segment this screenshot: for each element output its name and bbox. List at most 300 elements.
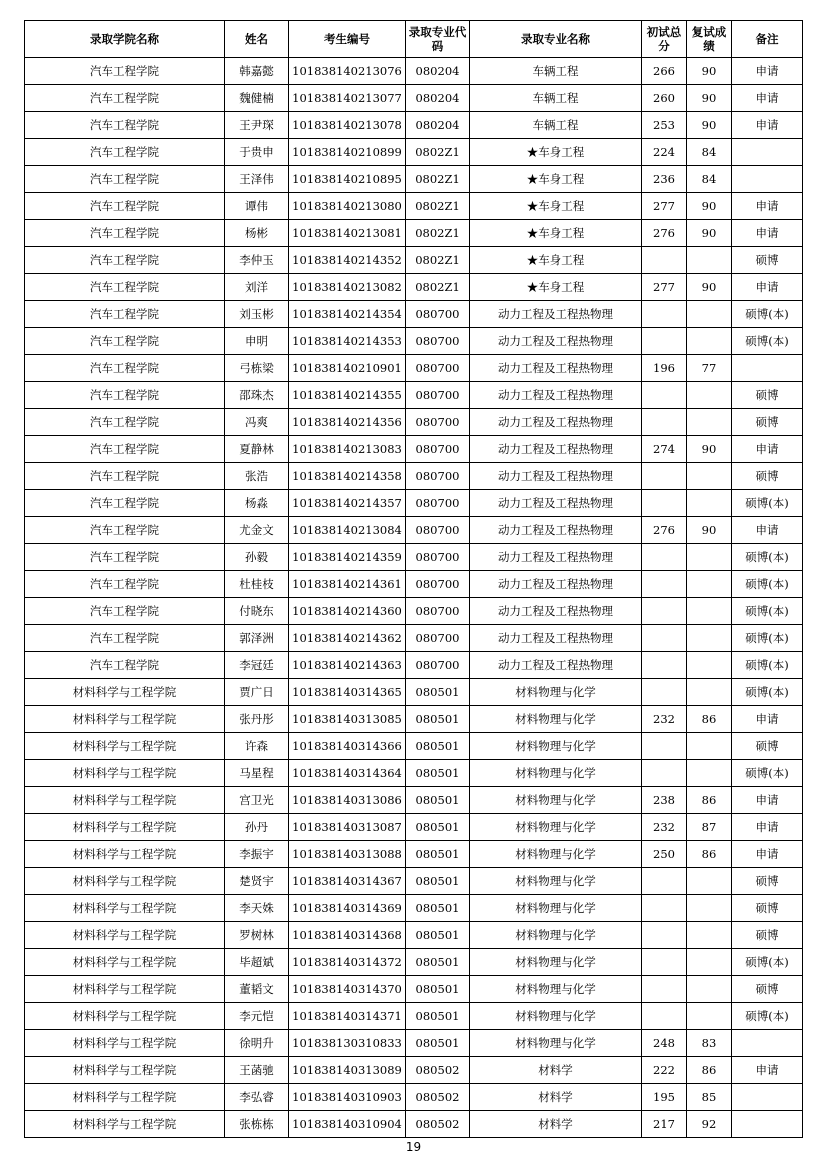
cell-name: 魏健楠 [225, 85, 289, 112]
cell-major-code: 080204 [406, 58, 470, 85]
cell-prelim-score: 277 [642, 274, 687, 301]
cell-major-code: 080502 [406, 1111, 470, 1138]
cell-candidate-id: 101838140314364 [289, 760, 406, 787]
header-prelim-score: 初试总分 [642, 21, 687, 58]
cell-retest-score: 92 [687, 1111, 732, 1138]
cell-major-name: 材料物理与化学 [470, 949, 642, 976]
page-number: 19 [405, 1140, 422, 1154]
cell-note: 申请 [732, 841, 803, 868]
table-row [25, 112, 803, 139]
cell-college: 汽车工程学院 [25, 301, 225, 328]
cell-name: 董韬文 [225, 976, 289, 1003]
table-header [25, 21, 803, 58]
cell-retest-score: 90 [687, 193, 732, 220]
cell-note: 申请 [732, 517, 803, 544]
cell-name: 宫卫光 [225, 787, 289, 814]
cell-major-name: 材料物理与化学 [470, 1003, 642, 1030]
cell-college: 材料科学与工程学院 [25, 679, 225, 706]
cell-major-code: 080501 [406, 706, 470, 733]
cell-note: 硕博(本) [732, 1003, 803, 1030]
cell-major-name: 材料物理与化学 [470, 1030, 642, 1057]
cell-major-name: 材料物理与化学 [470, 814, 642, 841]
cell-major-code: 0802Z1 [406, 220, 470, 247]
cell-note [732, 1084, 803, 1111]
cell-note: 申请 [732, 1057, 803, 1084]
cell-retest-score [687, 922, 732, 949]
cell-prelim-score: 253 [642, 112, 687, 139]
header-retest-score: 复试成绩 [687, 21, 732, 58]
cell-college: 材料科学与工程学院 [25, 895, 225, 922]
cell-note: 申请 [732, 274, 803, 301]
cell-note: 申请 [732, 706, 803, 733]
cell-note: 申请 [732, 58, 803, 85]
cell-name: 王尹琛 [225, 112, 289, 139]
cell-prelim-score [642, 760, 687, 787]
cell-candidate-id: 101838140314370 [289, 976, 406, 1003]
cell-retest-score [687, 976, 732, 1003]
cell-retest-score: 86 [687, 706, 732, 733]
table-row [25, 58, 803, 85]
table-body [25, 58, 803, 1138]
cell-candidate-id: 101838140213076 [289, 58, 406, 85]
table-row [25, 463, 803, 490]
cell-note: 硕博 [732, 733, 803, 760]
cell-candidate-id: 101838140313089 [289, 1057, 406, 1084]
cell-major-name: 材料物理与化学 [470, 679, 642, 706]
cell-prelim-score [642, 895, 687, 922]
cell-name: 李振宇 [225, 841, 289, 868]
cell-name: 郭泽洲 [225, 625, 289, 652]
cell-prelim-score [642, 301, 687, 328]
cell-candidate-id: 101838140210901 [289, 355, 406, 382]
cell-major-name: 材料物理与化学 [470, 733, 642, 760]
cell-candidate-id: 101838140313087 [289, 814, 406, 841]
cell-major-code: 080700 [406, 517, 470, 544]
table-row [25, 625, 803, 652]
cell-prelim-score [642, 382, 687, 409]
cell-name: 许森 [225, 733, 289, 760]
cell-major-name: 材料物理与化学 [470, 895, 642, 922]
cell-major-code: 080501 [406, 1030, 470, 1057]
cell-retest-score: 90 [687, 112, 732, 139]
cell-major-name: 动力工程及工程热物理 [470, 382, 642, 409]
cell-major-code: 080700 [406, 544, 470, 571]
cell-major-code: 080502 [406, 1057, 470, 1084]
cell-prelim-score [642, 328, 687, 355]
cell-candidate-id: 101838140213084 [289, 517, 406, 544]
cell-college: 材料科学与工程学院 [25, 976, 225, 1003]
table-row [25, 976, 803, 1003]
cell-name: 李天姝 [225, 895, 289, 922]
cell-prelim-score: 236 [642, 166, 687, 193]
cell-candidate-id: 101838140313085 [289, 706, 406, 733]
cell-major-name: 动力工程及工程热物理 [470, 436, 642, 463]
cell-name: 李元恺 [225, 1003, 289, 1030]
cell-candidate-id: 101838140314368 [289, 922, 406, 949]
cell-name: 杨彬 [225, 220, 289, 247]
cell-prelim-score [642, 679, 687, 706]
cell-college: 材料科学与工程学院 [25, 1057, 225, 1084]
cell-name: 张栋栋 [225, 1111, 289, 1138]
table-row [25, 814, 803, 841]
cell-major-name: 材料物理与化学 [470, 787, 642, 814]
cell-major-name: 材料学 [470, 1084, 642, 1111]
cell-major-name: 材料物理与化学 [470, 841, 642, 868]
cell-name: 弓栋梁 [225, 355, 289, 382]
cell-major-code: 080501 [406, 922, 470, 949]
cell-major-code: 080700 [406, 490, 470, 517]
header-row [25, 21, 803, 58]
cell-prelim-score [642, 463, 687, 490]
cell-note [732, 1030, 803, 1057]
cell-candidate-id: 101838140213080 [289, 193, 406, 220]
cell-name: 马星程 [225, 760, 289, 787]
cell-candidate-id: 101838140314371 [289, 1003, 406, 1030]
cell-name: 夏静林 [225, 436, 289, 463]
cell-note: 申请 [732, 220, 803, 247]
cell-major-name: 车辆工程 [470, 112, 642, 139]
cell-college: 汽车工程学院 [25, 193, 225, 220]
cell-candidate-id: 101838140210895 [289, 166, 406, 193]
table-row [25, 1003, 803, 1030]
cell-note: 硕博 [732, 247, 803, 274]
cell-note: 申请 [732, 85, 803, 112]
cell-note: 申请 [732, 436, 803, 463]
cell-name: 张浩 [225, 463, 289, 490]
cell-candidate-id: 101838140214356 [289, 409, 406, 436]
table-row [25, 652, 803, 679]
cell-note [732, 139, 803, 166]
cell-name: 杜桂枝 [225, 571, 289, 598]
cell-college: 材料科学与工程学院 [25, 949, 225, 976]
cell-name: 王菡驰 [225, 1057, 289, 1084]
cell-prelim-score: 222 [642, 1057, 687, 1084]
cell-prelim-score [642, 247, 687, 274]
cell-retest-score: 90 [687, 436, 732, 463]
cell-major-name: 动力工程及工程热物理 [470, 463, 642, 490]
cell-retest-score: 84 [687, 139, 732, 166]
cell-major-name: 动力工程及工程热物理 [470, 571, 642, 598]
cell-retest-score [687, 382, 732, 409]
cell-retest-score [687, 679, 732, 706]
cell-name: 孙丹 [225, 814, 289, 841]
cell-major-name: 动力工程及工程热物理 [470, 652, 642, 679]
table-row [25, 787, 803, 814]
cell-major-name: 材料物理与化学 [470, 706, 642, 733]
cell-college: 材料科学与工程学院 [25, 922, 225, 949]
cell-candidate-id: 101838140214357 [289, 490, 406, 517]
cell-college: 材料科学与工程学院 [25, 1111, 225, 1138]
cell-candidate-id: 101838140214354 [289, 301, 406, 328]
cell-major-code: 080700 [406, 463, 470, 490]
table-row [25, 490, 803, 517]
cell-candidate-id: 101838140314369 [289, 895, 406, 922]
cell-candidate-id: 101838140214363 [289, 652, 406, 679]
cell-college: 汽车工程学院 [25, 166, 225, 193]
cell-college: 汽车工程学院 [25, 544, 225, 571]
cell-major-code: 080700 [406, 382, 470, 409]
header-note: 备注 [732, 21, 803, 58]
cell-major-name: ★车身工程 [470, 247, 642, 274]
cell-college: 材料科学与工程学院 [25, 1084, 225, 1111]
cell-college: 汽车工程学院 [25, 112, 225, 139]
cell-major-name: 材料物理与化学 [470, 868, 642, 895]
cell-college: 汽车工程学院 [25, 274, 225, 301]
cell-candidate-id: 101838130310833 [289, 1030, 406, 1057]
cell-college: 汽车工程学院 [25, 490, 225, 517]
cell-note: 申请 [732, 787, 803, 814]
cell-college: 汽车工程学院 [25, 355, 225, 382]
cell-candidate-id: 101838140313088 [289, 841, 406, 868]
cell-major-code: 080501 [406, 841, 470, 868]
cell-name: 李弘睿 [225, 1084, 289, 1111]
table-row [25, 1084, 803, 1111]
cell-major-code: 080204 [406, 112, 470, 139]
table-row [25, 922, 803, 949]
cell-prelim-score [642, 652, 687, 679]
cell-candidate-id: 101838140213077 [289, 85, 406, 112]
cell-retest-score [687, 571, 732, 598]
cell-college: 汽车工程学院 [25, 328, 225, 355]
cell-retest-score: 84 [687, 166, 732, 193]
cell-college: 汽车工程学院 [25, 409, 225, 436]
cell-note: 硕博(本) [732, 328, 803, 355]
cell-name: 贾广日 [225, 679, 289, 706]
cell-major-name: 动力工程及工程热物理 [470, 409, 642, 436]
cell-candidate-id: 101838140214361 [289, 571, 406, 598]
admission-table [24, 20, 803, 1138]
cell-candidate-id: 101838140214360 [289, 598, 406, 625]
cell-major-name: ★车身工程 [470, 139, 642, 166]
table-row [25, 1057, 803, 1084]
cell-college: 材料科学与工程学院 [25, 706, 225, 733]
cell-name: 李仲玉 [225, 247, 289, 274]
cell-retest-score [687, 895, 732, 922]
table-row [25, 841, 803, 868]
cell-name: 谭伟 [225, 193, 289, 220]
table-row [25, 1111, 803, 1138]
cell-candidate-id: 101838140314366 [289, 733, 406, 760]
table-row [25, 274, 803, 301]
cell-name: 刘玉彬 [225, 301, 289, 328]
cell-note: 硕博(本) [732, 949, 803, 976]
cell-note: 申请 [732, 193, 803, 220]
cell-retest-score: 86 [687, 787, 732, 814]
cell-retest-score [687, 247, 732, 274]
cell-retest-score: 86 [687, 841, 732, 868]
table-row [25, 679, 803, 706]
cell-name: 楚贤宇 [225, 868, 289, 895]
cell-candidate-id: 101838140213083 [289, 436, 406, 463]
cell-major-code: 080700 [406, 301, 470, 328]
cell-major-code: 0802Z1 [406, 166, 470, 193]
cell-name: 毕超斌 [225, 949, 289, 976]
cell-major-name: 动力工程及工程热物理 [470, 301, 642, 328]
cell-retest-score [687, 544, 732, 571]
cell-retest-score [687, 949, 732, 976]
cell-prelim-score [642, 544, 687, 571]
cell-prelim-score: 276 [642, 220, 687, 247]
cell-retest-score [687, 463, 732, 490]
cell-name: 罗树林 [225, 922, 289, 949]
cell-prelim-score: 195 [642, 1084, 687, 1111]
table-row [25, 382, 803, 409]
cell-prelim-score: 232 [642, 706, 687, 733]
table-row [25, 247, 803, 274]
cell-major-name: 材料学 [470, 1111, 642, 1138]
table-row [25, 895, 803, 922]
cell-major-name: 动力工程及工程热物理 [470, 355, 642, 382]
cell-major-name: ★车身工程 [470, 166, 642, 193]
table-row [25, 301, 803, 328]
cell-retest-score [687, 652, 732, 679]
cell-major-name: 动力工程及工程热物理 [470, 625, 642, 652]
cell-note: 硕博 [732, 868, 803, 895]
cell-college: 汽车工程学院 [25, 382, 225, 409]
cell-major-name: ★车身工程 [470, 274, 642, 301]
cell-college: 汽车工程学院 [25, 625, 225, 652]
cell-prelim-score: 217 [642, 1111, 687, 1138]
cell-major-name: ★车身工程 [470, 193, 642, 220]
cell-college: 汽车工程学院 [25, 436, 225, 463]
cell-college: 材料科学与工程学院 [25, 760, 225, 787]
cell-major-code: 080501 [406, 895, 470, 922]
cell-retest-score: 90 [687, 274, 732, 301]
cell-major-code: 080700 [406, 598, 470, 625]
cell-retest-score [687, 868, 732, 895]
table-row [25, 220, 803, 247]
cell-prelim-score: 238 [642, 787, 687, 814]
table-row [25, 355, 803, 382]
table-row [25, 544, 803, 571]
cell-name: 张丹彤 [225, 706, 289, 733]
cell-major-code: 080501 [406, 814, 470, 841]
cell-retest-score [687, 490, 732, 517]
cell-major-code: 0802Z1 [406, 139, 470, 166]
cell-prelim-score [642, 733, 687, 760]
table-row [25, 409, 803, 436]
cell-major-name: 材料物理与化学 [470, 922, 642, 949]
cell-major-name: 动力工程及工程热物理 [470, 328, 642, 355]
cell-college: 汽车工程学院 [25, 85, 225, 112]
cell-candidate-id: 101838140213082 [289, 274, 406, 301]
cell-retest-score: 90 [687, 85, 732, 112]
cell-name: 杨淼 [225, 490, 289, 517]
cell-retest-score: 90 [687, 517, 732, 544]
cell-retest-score: 90 [687, 58, 732, 85]
cell-prelim-score [642, 490, 687, 517]
cell-major-code: 080700 [406, 436, 470, 463]
cell-college: 汽车工程学院 [25, 571, 225, 598]
cell-retest-score [687, 328, 732, 355]
cell-name: 刘洋 [225, 274, 289, 301]
cell-major-name: 材料物理与化学 [470, 976, 642, 1003]
table-row [25, 733, 803, 760]
cell-note: 硕博 [732, 922, 803, 949]
table-row [25, 85, 803, 112]
cell-name: 邵珠杰 [225, 382, 289, 409]
admission-list-sheet [24, 20, 802, 1138]
cell-candidate-id: 101838140213081 [289, 220, 406, 247]
cell-college: 材料科学与工程学院 [25, 814, 225, 841]
cell-name: 冯爽 [225, 409, 289, 436]
cell-college: 材料科学与工程学院 [25, 841, 225, 868]
cell-college: 材料科学与工程学院 [25, 733, 225, 760]
cell-major-code: 080501 [406, 868, 470, 895]
cell-major-code: 080700 [406, 328, 470, 355]
cell-note: 硕博 [732, 463, 803, 490]
cell-major-code: 080501 [406, 679, 470, 706]
cell-major-name: 动力工程及工程热物理 [470, 490, 642, 517]
table-row [25, 193, 803, 220]
cell-note: 硕博(本) [732, 679, 803, 706]
cell-note: 硕博 [732, 895, 803, 922]
cell-retest-score [687, 1003, 732, 1030]
cell-candidate-id: 101838140314372 [289, 949, 406, 976]
cell-name: 尤金文 [225, 517, 289, 544]
header-candidate-id: 考生编号 [289, 21, 406, 58]
cell-prelim-score [642, 976, 687, 1003]
cell-prelim-score: 276 [642, 517, 687, 544]
cell-note: 硕博(本) [732, 571, 803, 598]
cell-name: 韩嘉懿 [225, 58, 289, 85]
cell-major-code: 0802Z1 [406, 247, 470, 274]
cell-college: 汽车工程学院 [25, 598, 225, 625]
cell-college: 汽车工程学院 [25, 58, 225, 85]
cell-candidate-id: 101838140214355 [289, 382, 406, 409]
cell-name: 付晓东 [225, 598, 289, 625]
cell-college: 汽车工程学院 [25, 463, 225, 490]
cell-prelim-score [642, 1003, 687, 1030]
cell-retest-score: 77 [687, 355, 732, 382]
cell-candidate-id: 101838140314367 [289, 868, 406, 895]
header-major-code: 录取专业代码 [406, 21, 470, 58]
cell-college: 材料科学与工程学院 [25, 787, 225, 814]
cell-note: 硕博 [732, 382, 803, 409]
table-row [25, 139, 803, 166]
table-row [25, 868, 803, 895]
cell-college: 汽车工程学院 [25, 517, 225, 544]
cell-candidate-id: 101838140214352 [289, 247, 406, 274]
table-row [25, 598, 803, 625]
cell-note: 硕博 [732, 976, 803, 1003]
cell-candidate-id: 101838140214358 [289, 463, 406, 490]
cell-note: 申请 [732, 112, 803, 139]
cell-major-code: 080501 [406, 760, 470, 787]
cell-prelim-score [642, 409, 687, 436]
cell-name: 孙毅 [225, 544, 289, 571]
cell-candidate-id: 101838140313086 [289, 787, 406, 814]
cell-prelim-score: 196 [642, 355, 687, 382]
cell-note: 硕博(本) [732, 652, 803, 679]
cell-college: 汽车工程学院 [25, 247, 225, 274]
cell-note: 硕博(本) [732, 760, 803, 787]
cell-candidate-id: 101838140214362 [289, 625, 406, 652]
cell-college: 汽车工程学院 [25, 139, 225, 166]
cell-major-name: 动力工程及工程热物理 [470, 544, 642, 571]
cell-prelim-score [642, 868, 687, 895]
cell-major-name: 动力工程及工程热物理 [470, 598, 642, 625]
cell-prelim-score: 274 [642, 436, 687, 463]
cell-major-code: 080700 [406, 625, 470, 652]
cell-note: 硕博(本) [732, 625, 803, 652]
table-row [25, 760, 803, 787]
table-row [25, 706, 803, 733]
cell-retest-score [687, 625, 732, 652]
cell-retest-score: 90 [687, 220, 732, 247]
cell-college: 汽车工程学院 [25, 220, 225, 247]
cell-major-name: 动力工程及工程热物理 [470, 517, 642, 544]
